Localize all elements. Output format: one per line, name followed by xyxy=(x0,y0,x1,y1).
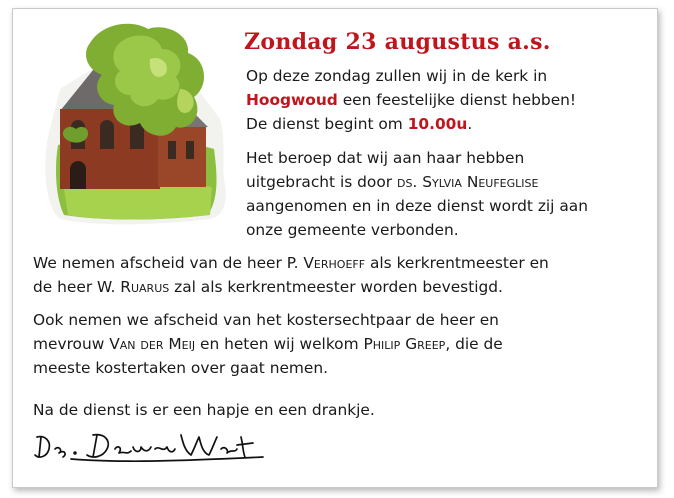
beroep-line-4: onze gemeente verbonden. xyxy=(246,221,459,239)
signature xyxy=(31,427,271,463)
person-greep: Philip Greep xyxy=(363,335,446,353)
beroep-line-3: aangenomen en in deze dienst wordt zij aan xyxy=(246,197,588,215)
announcement-card xyxy=(12,8,658,488)
beroep-line-2: uitgebracht is door ds. Sylvia Neufeglise xyxy=(246,173,539,191)
event-title: Zondag 23 augustus a.s. xyxy=(244,29,551,55)
intro-line-1: Op deze zondag zullen wij in de kerk in xyxy=(246,67,548,85)
afscheid-line-2: de heer W. Ruarus zal als kerkrentmeester worden bevestigd. xyxy=(33,278,503,296)
person-van-der-meij: Van der Meij xyxy=(109,335,196,353)
koster-line-3: meeste kostertaken over gaat nemen. xyxy=(33,359,329,377)
koster-line-1: Ook nemen we afscheid van het kostersechtpaar de heer en xyxy=(33,311,499,329)
afscheid-line-1: We nemen afscheid van de heer P. Verhoeff als kerkrentmeester en xyxy=(33,254,549,272)
church-photo xyxy=(40,19,230,229)
place-name: Hoogwoud xyxy=(246,91,338,109)
person-ruarus: W. Ruarus xyxy=(97,278,170,296)
service-time: 10.00u xyxy=(407,115,468,133)
koster-line-2: mevrouw Van der Meij en heten wij welkom Philip Greep, die de xyxy=(33,335,503,353)
intro-line-3: De dienst begint om 10.00u. xyxy=(246,115,473,133)
closing-line: Na de dienst is er een hapje en een drankje. xyxy=(33,401,375,419)
minister-name: ds. Sylvia Neufeglise xyxy=(396,173,539,191)
intro-line-2: Hoogwoud een feestelijke dienst hebben! xyxy=(246,91,577,109)
beroep-line-1: Het beroep dat wij aan haar hebben xyxy=(246,149,525,167)
person-verhoeff: P. Verhoeff xyxy=(286,254,366,272)
